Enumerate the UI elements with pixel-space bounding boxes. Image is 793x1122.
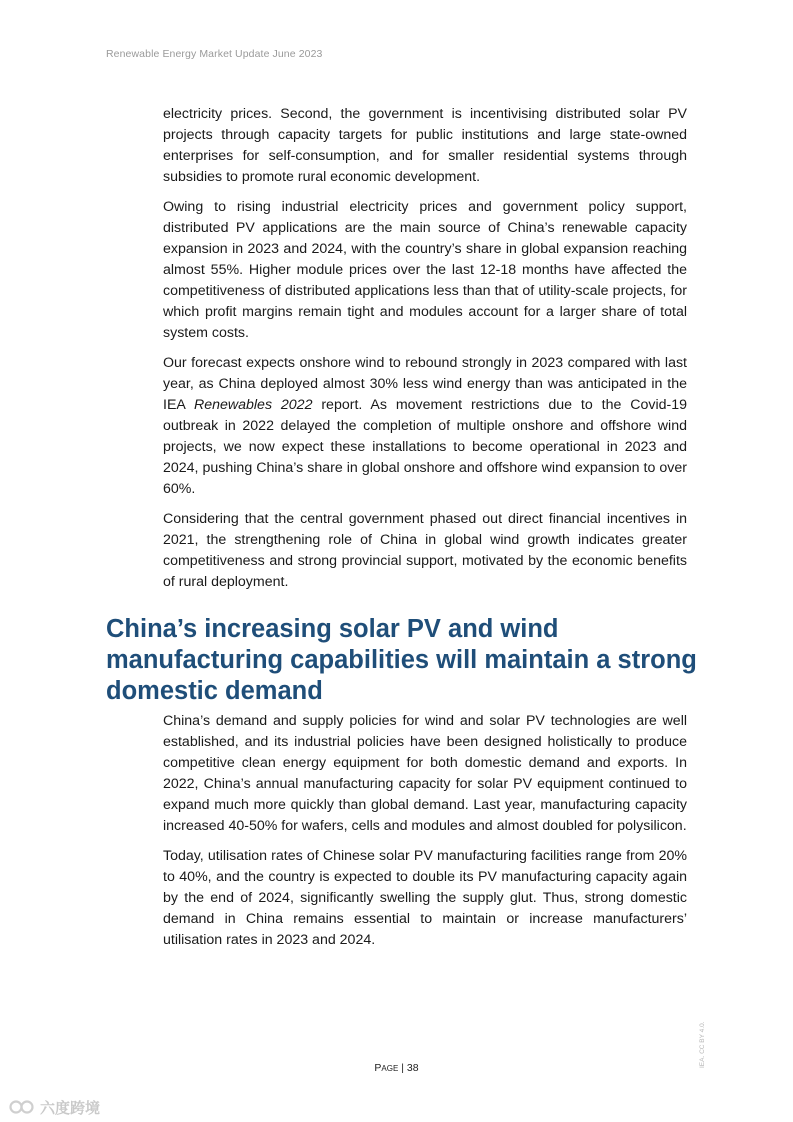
- watermark-text: 六度跨境: [40, 1099, 101, 1117]
- page-label-rest: AGE: [381, 1064, 399, 1073]
- paragraph-2: Owing to rising industrial electricity prices and government policy support, distributed PV applications are the main source of China’s renewable capacity expansion in 2023 and 2024, with the country’s share in global expansion reaching almost 55%. Higher module prices over the last 12-18 months have affected the competitiveness of distributed applications less than that of utility-scale projects, for which profit margins remain tight and modules account for a larger share of total system costs.: [163, 199, 687, 341]
- body-text-top: [163, 104, 687, 602]
- section-heading: China’s increasing solar PV and wind manufacturing capabilities will maintain a strong domestic demand: [106, 615, 697, 705]
- body-text-bottom: [163, 711, 687, 960]
- paragraph-6: Today, utilisation rates of Chinese solar PV manufacturing facilities range from 20% to 40%, and the country is expected to double its PV manufacturing capacity again by the end of 2024, significantly swelling the supply glut. Thus, strong domestic demand in China remains essential to maintain or increase manufacturers’ utilisation rates in 2023 and 2024.: [163, 848, 687, 948]
- paragraph-4: Considering that the central government phased out direct financial incentives in 2021, the strengthening role of China in global wind growth indicates greater competitiveness and strong provincial support, motivated by the economic benefits of rural deployment.: [163, 511, 687, 590]
- paragraph-1: electricity prices. Second, the government is incentivising distributed solar PV projects through capacity targets for public institutions and large state-owned enterprises for self-consumption, and for smaller residential systems through subsidies to promote rural economic development.: [163, 106, 687, 185]
- running-header: Renewable Energy Market Update June 2023: [106, 48, 323, 60]
- watermark: [8, 1096, 100, 1118]
- page-label-initial: P: [374, 1062, 382, 1074]
- paragraph-3: [163, 353, 687, 500]
- license-note: IEA. CC BY 4.0.: [699, 1021, 706, 1068]
- paragraph-3-part-1: Our forecast expects onshore wind to rebound strongly in 2023 compared with last year, as China deployed almost 30% less wind energy than was anticipated in the IEA: [163, 355, 687, 413]
- page-number: 38: [406, 1062, 419, 1074]
- paragraph-5: China’s demand and supply policies for wind and solar PV technologies are well established, and its industrial policies have been designed holistically to produce competitive clean energy equipment for both domestic demand and exports. In 2022, China’s annual manufacturing capacity for solar PV equipment continued to expand much more quickly than global demand. Last year, manufacturing capacity increased 40-50% for wafers, cells and modules and almost doubled for polysilicon.: [163, 713, 687, 834]
- watermark-logo-icon: [8, 1099, 36, 1115]
- page-separator: |: [398, 1062, 407, 1074]
- page-footer: [0, 1062, 793, 1074]
- report-title-emphasis: Renewables 2022: [193, 397, 313, 413]
- paragraph-3-part-2: report. As movement restrictions due to the Covid-19 outbreak in 2022 delayed the completion of multiple onshore and offshore wind projects, we now expect these installations to become operational in 2023 and 2024, pushing China’s share in global onshore and offshore wind expansion to over 60%.: [163, 397, 687, 497]
